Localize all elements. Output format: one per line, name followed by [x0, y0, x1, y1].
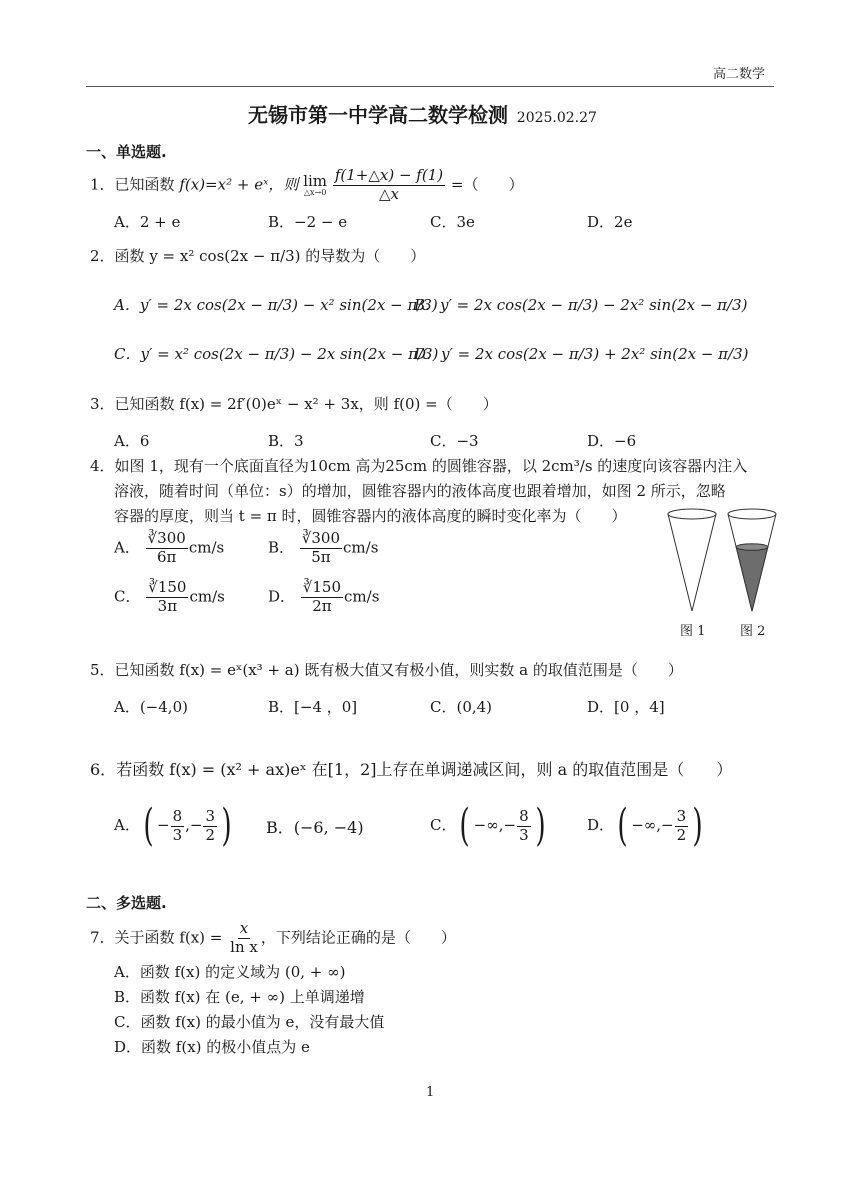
fraction-numerator: ∛150	[302, 578, 342, 596]
q2-option-a: A．y′ = 2x cos(2x − π/3) − x² sin(2x − π/3)	[114, 296, 438, 314]
fraction-denominator: 3	[519, 825, 529, 844]
fraction-numerator: 8	[172, 806, 183, 825]
fraction-numerator: ∛300	[147, 529, 186, 547]
question-4-line-1	[90, 459, 747, 474]
option-label: A．	[114, 538, 140, 557]
fraction-denominator: 6π	[157, 547, 177, 566]
fraction-denominator: 2	[205, 825, 216, 844]
q7-option-a: A．函数 f(x) 的定义域为 (0, + ∞)	[114, 963, 346, 981]
left-paren: (	[143, 800, 154, 851]
option-fraction	[171, 806, 185, 844]
question-4-line-2: 溶液，随着时间（单位：s）的增加，圆锥容器内的液体高度也跟着增加，如图 2 所示，忽略	[114, 482, 726, 500]
right-paren: )	[692, 800, 703, 851]
option-fraction	[203, 806, 217, 844]
q2-option-c: C．y′ = x² cos(2x − π/3) − 2x sin(2x − π/3)	[114, 345, 439, 363]
question-2	[90, 249, 425, 264]
figure-1-caption: 图 1	[680, 624, 706, 639]
q7-option-b: B．函数 f(x) 在 (e, + ∞) 上单调递增	[114, 988, 365, 1006]
q6-option-b	[266, 820, 364, 836]
figure-2-caption: 图 2	[740, 624, 766, 639]
question-text: 已知函数 f(x) = eˣ(x³ + a) 既有极大值又有极小值，则实数 a 的取值范围是（ ）	[114, 661, 683, 679]
q1-option-b: B．−2 − e	[268, 213, 348, 231]
lim-subscript: △x→0	[303, 187, 327, 197]
left-paren: (	[459, 800, 471, 851]
header-subject: 高二数学	[713, 67, 766, 82]
fraction-denominator: 3	[172, 825, 183, 844]
option-fraction	[517, 806, 531, 844]
question-text: 关于函数 f(x) =	[114, 928, 223, 947]
q5-option-d: D．[0 ，4]	[587, 698, 665, 716]
option-unit: cm/s	[343, 538, 379, 557]
fraction-numerator: f(1+△x) − f(1)	[334, 166, 444, 184]
cone-figure-2	[728, 509, 776, 611]
option-value: −∞,	[631, 816, 662, 834]
q3-option-b: B．3	[268, 432, 304, 450]
q4-option-b	[268, 531, 378, 566]
fraction-numerator: ∛300	[301, 529, 341, 547]
question-number: 1．	[90, 175, 115, 194]
page-number: 1	[426, 1085, 435, 1100]
fraction-denominator: △x	[378, 184, 399, 203]
fraction-numerator: x	[239, 919, 249, 937]
option-fraction	[146, 531, 188, 566]
option-fraction	[146, 580, 188, 615]
question-text: 已知函数 f(x) = 2f′(0)eˣ − x² + 3x，则 f(0) =（ ）	[114, 395, 498, 413]
q3-option-a: A．6	[114, 432, 150, 450]
option-label: C．	[114, 587, 141, 606]
q1-option-d: D．2e	[587, 213, 633, 231]
q7-option-c: C．函数 f(x) 的最小值为 e，没有最大值	[114, 1013, 385, 1031]
lim-text: lim	[303, 171, 328, 190]
title-main: 无锡市第一中学高二数学检测	[248, 103, 508, 127]
q6-option-c: C．( −∞,− $\frac{8}{3}$ )	[430, 800, 546, 851]
option-fraction	[675, 806, 689, 844]
right-paren: )	[221, 800, 232, 851]
fraction-denominator: 3π	[157, 596, 178, 615]
question-4-line-3: 容器的厚度，则当 t = π 时，圆锥容器内的液体高度的瞬时变化率为（ ）	[114, 507, 627, 525]
q6-option-a: A．( − $\frac{8}{3}$ ,− $\frac{3}{2}$ )	[114, 800, 232, 851]
q5-option-a: A．(−4,0)	[114, 698, 188, 716]
cone-figures	[660, 505, 790, 617]
question-number: 7．	[90, 928, 115, 947]
q6-option-d: D．( −∞,− $\frac{3}{2}$ )	[587, 800, 703, 851]
q1-option-c: C．3e	[430, 213, 475, 231]
title-date: 2025.02.27	[516, 110, 597, 126]
q4-option-c	[114, 580, 225, 615]
q7-option-d: D．函数 f(x) 的极小值点为 e	[114, 1038, 310, 1056]
option-label: B．	[266, 818, 294, 837]
option-fraction	[300, 531, 342, 566]
fraction-denominator: ln x	[230, 937, 258, 956]
limit-operator	[303, 171, 328, 197]
question-1	[90, 168, 523, 203]
question-6	[90, 762, 732, 778]
fraction-numerator: 8	[519, 806, 529, 825]
option-unit: cm/s	[188, 538, 225, 557]
section-heading-2: 二、多选题.	[86, 894, 167, 912]
option-label: D．	[587, 816, 615, 834]
fraction-numerator: 3	[676, 806, 687, 825]
right-paren: )	[535, 800, 546, 851]
question-text: 如图 1，现有一个底面直径为10cm 高为25cm 的圆锥容器，以 2cm³/s 的速度向该容器内注入	[114, 457, 748, 475]
page-title	[248, 105, 597, 125]
fraction-denominator: 2	[676, 825, 687, 844]
option-fraction	[301, 580, 343, 615]
question-number: 4．	[90, 457, 115, 475]
question-3	[90, 397, 498, 412]
option-value: (−6, −4)	[293, 818, 364, 837]
stem-fraction	[228, 921, 260, 956]
question-text: 已知函数	[114, 175, 175, 194]
question-5	[90, 663, 683, 678]
question-number: 6．	[90, 760, 117, 779]
question-text: 若函数 f(x) = (x² + ax)eˣ 在[1，2]上存在单调递减区间，则 a 的取值范围是（ ）	[116, 760, 733, 779]
q5-option-b: B．[−4 ，0]	[268, 698, 358, 716]
limit-fraction	[333, 168, 445, 203]
option-label: D．	[268, 587, 296, 606]
option-value: −∞,	[473, 816, 504, 834]
fraction-denominator: 5π	[311, 547, 331, 566]
fraction-denominator: 2π	[312, 596, 332, 615]
q3-option-d: D．−6	[587, 432, 637, 450]
fraction-numerator: ∛150	[148, 578, 187, 596]
cone-figure-1	[668, 509, 716, 611]
question-text: 函数 y = x² cos(2x − π/3) 的导数为（ ）	[114, 247, 426, 265]
q5-option-c: C．(0,4)	[430, 698, 493, 716]
option-label: C．	[430, 816, 457, 834]
question-text: ，下列结论正确的是（ ）	[260, 928, 456, 947]
q2-option-d: D．y′ = 2x cos(2x − π/3) + 2x² sin(2x − π/3)	[414, 345, 749, 363]
q3-option-c: C．−3	[430, 432, 479, 450]
question-number: 3．	[90, 395, 115, 413]
q4-option-d	[268, 580, 379, 615]
question-number: 5．	[90, 661, 115, 679]
section-heading-1: 一、单选题.	[86, 143, 167, 161]
answer-blank: =（ ）	[450, 175, 524, 194]
option-label: A．	[114, 816, 140, 834]
q4-option-a	[114, 531, 224, 566]
option-label: B．	[268, 538, 295, 557]
question-7	[90, 921, 456, 956]
left-paren: (	[617, 800, 628, 851]
fraction-numerator: 3	[205, 806, 216, 825]
math-expression: f(x)=x² + eˣ，则	[179, 175, 299, 194]
option-unit: cm/s	[344, 587, 380, 606]
question-number: 2．	[90, 247, 115, 265]
q2-option-b: B．y′ = 2x cos(2x − π/3) − 2x² sin(2x − π/3)	[414, 296, 748, 314]
header-rule	[86, 86, 774, 87]
option-unit: cm/s	[189, 587, 225, 606]
q1-option-a: A．2 + e	[114, 213, 181, 231]
